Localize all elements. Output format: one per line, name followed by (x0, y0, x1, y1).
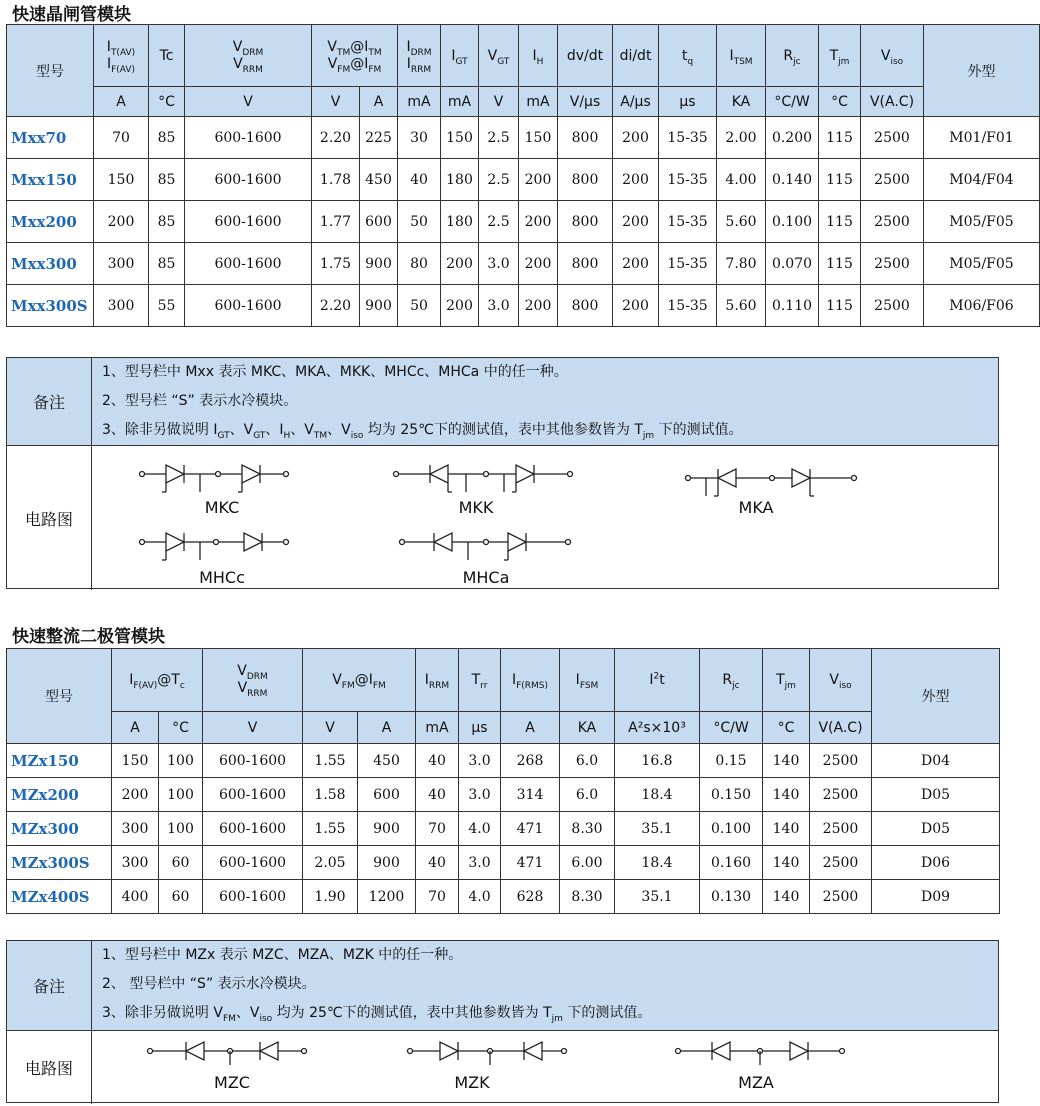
header-tc: Tc (149, 25, 185, 87)
value-cell: 268 (501, 744, 560, 778)
value-cell: 471 (501, 846, 560, 880)
unit-cell: A (501, 712, 560, 744)
header-ih: $I_H$ (519, 25, 558, 87)
value-cell: 600-1600 (203, 812, 303, 846)
value-cell: 140 (763, 744, 810, 778)
header-irrm: $I_{RRM}$ (416, 649, 459, 712)
header-viso: $V_{iso}$ (810, 649, 872, 712)
header-model: 型号 (7, 25, 94, 117)
value-cell: 0.200 (766, 117, 819, 159)
value-cell: 70 (94, 117, 149, 159)
value-cell: M01/F01 (924, 117, 1040, 159)
value-cell: 30 (398, 117, 441, 159)
thyristor-notes-box (6, 357, 999, 589)
header-model: 型号 (7, 649, 112, 744)
value-cell: 3.0 (479, 285, 519, 327)
value-cell: 115 (819, 243, 861, 285)
value-cell: 140 (763, 846, 810, 880)
value-cell: 1200 (358, 880, 416, 914)
mzk-label: MZK (454, 1073, 490, 1092)
value-cell: 85 (149, 243, 185, 285)
value-cell: 900 (358, 846, 416, 880)
header-vdrm: $V_{DRM}$ $V_{RRM}$ (203, 649, 303, 712)
value-cell: 3.0 (479, 243, 519, 285)
value-cell: 115 (819, 117, 861, 159)
header-vtm: $V_{TM}@I_{TM}$ $V_{FM}@I_{FM}$ (312, 25, 398, 87)
value-cell: 800 (558, 159, 613, 201)
value-cell: 0.070 (766, 243, 819, 285)
value-cell: 7.80 (717, 243, 766, 285)
value-cell: 6.0 (560, 778, 615, 812)
mza-circuit-diagram (672, 1037, 852, 1067)
value-cell: D05 (872, 812, 1000, 846)
value-cell: 2500 (861, 159, 924, 201)
value-cell: 200 (94, 201, 149, 243)
notes-label: 备注 (7, 358, 92, 445)
value-cell: 85 (149, 159, 185, 201)
value-cell: 8.30 (560, 812, 615, 846)
mka-circuit-diagram (682, 462, 862, 502)
value-cell: 15-35 (659, 201, 717, 243)
value-cell: 450 (358, 744, 416, 778)
value-cell: 400 (112, 880, 159, 914)
mka-label: MKA (738, 498, 774, 517)
mza-label: MZA (738, 1073, 774, 1092)
value-cell: 1.75 (312, 243, 360, 285)
value-cell: M05/F05 (924, 243, 1040, 285)
value-cell: 40 (416, 846, 459, 880)
value-cell: 4.0 (459, 880, 501, 914)
table-row (7, 812, 1000, 846)
value-cell: 2500 (810, 778, 872, 812)
model-cell: MZx400S (7, 880, 112, 914)
value-cell: 60 (159, 846, 203, 880)
value-cell: 35.1 (615, 812, 700, 846)
value-cell: 100 (159, 812, 203, 846)
value-cell: 200 (519, 243, 558, 285)
value-cell: 60 (159, 880, 203, 914)
value-cell: 800 (558, 201, 613, 243)
unit-cell: V(A.C) (810, 712, 872, 744)
unit-cell: °C (159, 712, 203, 744)
value-cell: 5.60 (717, 201, 766, 243)
value-cell: 300 (94, 285, 149, 327)
diode-spec-table (6, 648, 1000, 914)
note-1: 1、型号栏中 Mxx 表示 MKC、MKA、MKK、MHCc、MHCa 中的任一种。 (102, 364, 568, 380)
value-cell: 50 (398, 201, 441, 243)
unit-cell: V (203, 712, 303, 744)
mkk-circuit-diagram (390, 458, 580, 498)
value-cell: 140 (763, 812, 810, 846)
value-cell: 200 (613, 159, 659, 201)
unit-cell: A (360, 87, 398, 117)
table-row (7, 846, 1000, 880)
table-row (7, 243, 1040, 285)
value-cell: 800 (558, 117, 613, 159)
value-cell: 800 (558, 243, 613, 285)
value-cell: 100 (159, 744, 203, 778)
value-cell: 800 (558, 285, 613, 327)
value-cell: 150 (94, 159, 149, 201)
value-cell: 40 (416, 778, 459, 812)
header-tq: $t_q$ (659, 25, 717, 87)
value-cell: 16.8 (615, 744, 700, 778)
header-viso: $V_{iso}$ (861, 25, 924, 87)
note-3: 3、除非另做说明 $V_{FM}$、$V_{iso}$ 均为 25℃下的测试值，表中其他参数皆为 $T_{jm}$ 下的测试值。 (102, 1005, 652, 1024)
mhcc-circuit-diagram (136, 526, 296, 566)
value-cell: D04 (872, 744, 1000, 778)
value-cell: 2500 (810, 744, 872, 778)
value-cell: 300 (94, 243, 149, 285)
value-cell: 200 (519, 201, 558, 243)
circuit-label: 电路图 (7, 446, 92, 590)
thyristor-spec-table (6, 24, 1040, 327)
value-cell: M05/F05 (924, 201, 1040, 243)
value-cell: 15-35 (659, 243, 717, 285)
value-cell: 100 (159, 778, 203, 812)
value-cell: 600-1600 (185, 243, 312, 285)
value-cell: 2500 (810, 812, 872, 846)
model-cell: Mxx150 (7, 159, 94, 201)
unit-cell: V (303, 712, 358, 744)
mhca-label: MHCa (462, 568, 510, 587)
unit-cell: V (185, 87, 312, 117)
value-cell: 0.160 (700, 846, 763, 880)
header-if-rms: $I_{F(RMS)}$ (501, 649, 560, 712)
value-cell: 0.150 (700, 778, 763, 812)
table-row (7, 285, 1040, 327)
header-didt: di/dt (613, 25, 659, 87)
value-cell: M06/F06 (924, 285, 1040, 327)
value-cell: 115 (819, 159, 861, 201)
value-cell: 450 (360, 159, 398, 201)
value-cell: 900 (360, 285, 398, 327)
value-cell: 600 (360, 201, 398, 243)
value-cell: 40 (398, 159, 441, 201)
value-cell: 225 (360, 117, 398, 159)
unit-cell: μs (459, 712, 501, 744)
value-cell: 5.60 (717, 285, 766, 327)
value-cell: 628 (501, 880, 560, 914)
value-cell: 1.58 (303, 778, 358, 812)
value-cell: 85 (149, 117, 185, 159)
value-cell: 15-35 (659, 285, 717, 327)
value-cell: 200 (441, 243, 479, 285)
mhca-circuit-diagram (396, 526, 576, 566)
value-cell: 200 (613, 117, 659, 159)
value-cell: 2.5 (479, 117, 519, 159)
value-cell: 140 (763, 778, 810, 812)
value-cell: 200 (613, 285, 659, 327)
table-row (7, 744, 1000, 778)
value-cell: 600-1600 (185, 117, 312, 159)
unit-cell: °C (763, 712, 810, 744)
value-cell: 600-1600 (203, 880, 303, 914)
header-rjc: $R_{jc}$ (766, 25, 819, 87)
mkc-label: MKC (204, 498, 240, 517)
model-cell: MZx150 (7, 744, 112, 778)
model-cell: MZx300S (7, 846, 112, 880)
value-cell: 0.100 (700, 812, 763, 846)
value-cell: 200 (613, 243, 659, 285)
value-cell: 600-1600 (203, 778, 303, 812)
unit-cell: mA (441, 87, 479, 117)
value-cell: 314 (501, 778, 560, 812)
table-row (7, 880, 1000, 914)
unit-cell: V (312, 87, 360, 117)
value-cell: D06 (872, 846, 1000, 880)
header-outline: 外型 (924, 25, 1040, 117)
unit-cell: A²s×10³ (615, 712, 700, 744)
value-cell: 6.0 (560, 744, 615, 778)
unit-cell: V (479, 87, 519, 117)
value-cell: 3.0 (459, 744, 501, 778)
mkc-circuit-diagram (136, 458, 296, 498)
value-cell: 18.4 (615, 778, 700, 812)
value-cell: 1.55 (303, 812, 358, 846)
value-cell: 0.15 (700, 744, 763, 778)
value-cell: 0.110 (766, 285, 819, 327)
unit-cell: °C/W (700, 712, 763, 744)
value-cell: 200 (519, 285, 558, 327)
header-vgt: $V_{GT}$ (479, 25, 519, 87)
value-cell: 2.20 (312, 285, 360, 327)
header-vfm: $V_{FM}@I_{FM}$ (303, 649, 416, 712)
header-tjm: $T_{jm}$ (763, 649, 810, 712)
mzc-label: MZC (214, 1073, 250, 1092)
value-cell: 115 (819, 201, 861, 243)
value-cell: 70 (416, 812, 459, 846)
value-cell: 4.0 (459, 812, 501, 846)
header-dvdt: dv/dt (558, 25, 613, 87)
table-row (7, 778, 1000, 812)
value-cell: 150 (112, 744, 159, 778)
value-cell: 18.4 (615, 846, 700, 880)
value-cell: 2.00 (717, 117, 766, 159)
value-cell: 600-1600 (185, 285, 312, 327)
value-cell: 2500 (861, 201, 924, 243)
value-cell: 0.130 (700, 880, 763, 914)
note-2: 2、型号栏 “S” 表示水冷模块。 (102, 393, 298, 409)
mhcc-label: MHCc (199, 568, 245, 587)
value-cell: 1.78 (312, 159, 360, 201)
value-cell: 150 (519, 117, 558, 159)
value-cell: 150 (441, 117, 479, 159)
value-cell: 40 (416, 744, 459, 778)
notes-label: 备注 (7, 941, 92, 1030)
value-cell: 2500 (861, 117, 924, 159)
unit-cell: KA (717, 87, 766, 117)
unit-cell: mA (398, 87, 441, 117)
value-cell: 600 (358, 778, 416, 812)
unit-cell: μs (659, 87, 717, 117)
note-1: 1、型号栏中 MZx 表示 MZC、MZA、MZK 中的任一种。 (102, 947, 463, 963)
model-cell: MZx200 (7, 778, 112, 812)
unit-cell: °C (819, 87, 861, 117)
value-cell: D05 (872, 778, 1000, 812)
value-cell: 600-1600 (203, 846, 303, 880)
value-cell: 2.5 (479, 201, 519, 243)
value-cell: 471 (501, 812, 560, 846)
value-cell: 2500 (810, 880, 872, 914)
model-cell: Mxx70 (7, 117, 94, 159)
unit-cell: V/μs (558, 87, 613, 117)
value-cell: 180 (441, 159, 479, 201)
value-cell: 115 (819, 285, 861, 327)
circuit-label: 电路图 (7, 1031, 92, 1104)
value-cell: 1.77 (312, 201, 360, 243)
value-cell: 2.20 (312, 117, 360, 159)
unit-cell: °C (149, 87, 185, 117)
value-cell: 900 (358, 812, 416, 846)
mzk-circuit-diagram (404, 1037, 574, 1067)
value-cell: 1.55 (303, 744, 358, 778)
value-cell: 1.90 (303, 880, 358, 914)
unit-cell: °C/W (766, 87, 819, 117)
value-cell: 3.0 (459, 778, 501, 812)
unit-cell: KA (560, 712, 615, 744)
model-cell: Mxx300 (7, 243, 94, 285)
header-igt: $I_{GT}$ (441, 25, 479, 87)
unit-cell: A (94, 87, 149, 117)
header-vdrm: $V_{DRM}$ $V_{RRM}$ (185, 25, 312, 87)
unit-cell: A (112, 712, 159, 744)
value-cell: 200 (613, 201, 659, 243)
diode-circuit-diagrams (92, 1031, 998, 1104)
value-cell: 15-35 (659, 159, 717, 201)
value-cell: 0.140 (766, 159, 819, 201)
unit-cell: A/μs (613, 87, 659, 117)
value-cell: 0.100 (766, 201, 819, 243)
value-cell: 8.30 (560, 880, 615, 914)
unit-cell: mA (416, 712, 459, 744)
value-cell: 300 (112, 812, 159, 846)
value-cell: 200 (441, 285, 479, 327)
value-cell: 600-1600 (203, 744, 303, 778)
value-cell: 600-1600 (185, 159, 312, 201)
value-cell: 900 (360, 243, 398, 285)
value-cell: D09 (872, 880, 1000, 914)
header-tjm: $T_{jm}$ (819, 25, 861, 87)
header-ifsm: $I_{FSM}$ (560, 649, 615, 712)
value-cell: 3.0 (459, 846, 501, 880)
value-cell: 200 (112, 778, 159, 812)
value-cell: 6.00 (560, 846, 615, 880)
header-if-av: $I_{F(AV)}@T_c$ (112, 649, 203, 712)
value-cell: 180 (441, 201, 479, 243)
model-cell: MZx300 (7, 812, 112, 846)
value-cell: 85 (149, 201, 185, 243)
header-idrm: $I_{DRM}$ $I_{RRM}$ (398, 25, 441, 87)
table-row (7, 159, 1040, 201)
value-cell: 300 (112, 846, 159, 880)
header-rjc: $R_{jc}$ (700, 649, 763, 712)
note-3: 3、除非另做说明 $I_{GT}$、$V_{GT}$、$I_H$、$V_{TM}$、$V_{iso}$ 均为 25℃下的测试值，表中其他参数皆为 $T_{jm}$ 下的测试值。 (102, 422, 743, 441)
mkk-label: MKK (458, 498, 494, 517)
value-cell: 55 (149, 285, 185, 327)
diode-section-title: 快速整流二极管模块 (12, 627, 165, 647)
thyristor-section-title: 快速晶闸管模块 (12, 5, 131, 25)
value-cell: 200 (519, 159, 558, 201)
header-outline: 外型 (872, 649, 1000, 744)
value-cell: 2.05 (303, 846, 358, 880)
table-row (7, 117, 1040, 159)
note-2: 2、 型号栏中 “S” 表示水冷模块。 (102, 976, 316, 992)
value-cell: 600-1600 (185, 201, 312, 243)
value-cell: 35.1 (615, 880, 700, 914)
table-row (7, 201, 1040, 243)
header-i2t: $I^2t$ (615, 649, 700, 712)
diode-notes-box (6, 940, 999, 1103)
thyristor-circuit-diagrams (92, 446, 998, 590)
value-cell: 140 (763, 880, 810, 914)
header-trr: $T_{rr}$ (459, 649, 501, 712)
value-cell: 4.00 (717, 159, 766, 201)
model-cell: Mxx300S (7, 285, 94, 327)
header-it-av: $I_{T(AV)}$ $I_{F(AV)}$ (94, 25, 149, 87)
mzc-circuit-diagram (144, 1037, 314, 1067)
value-cell: 2500 (861, 285, 924, 327)
value-cell: 80 (398, 243, 441, 285)
value-cell: 15-35 (659, 117, 717, 159)
value-cell: 70 (416, 880, 459, 914)
value-cell: M04/F04 (924, 159, 1040, 201)
unit-cell: A (358, 712, 416, 744)
value-cell: 2500 (810, 846, 872, 880)
value-cell: 2.5 (479, 159, 519, 201)
value-cell: 50 (398, 285, 441, 327)
model-cell: Mxx200 (7, 201, 94, 243)
header-itsm: $I_{TSM}$ (717, 25, 766, 87)
unit-cell: mA (519, 87, 558, 117)
unit-cell: V(A.C) (861, 87, 924, 117)
value-cell: 2500 (861, 243, 924, 285)
